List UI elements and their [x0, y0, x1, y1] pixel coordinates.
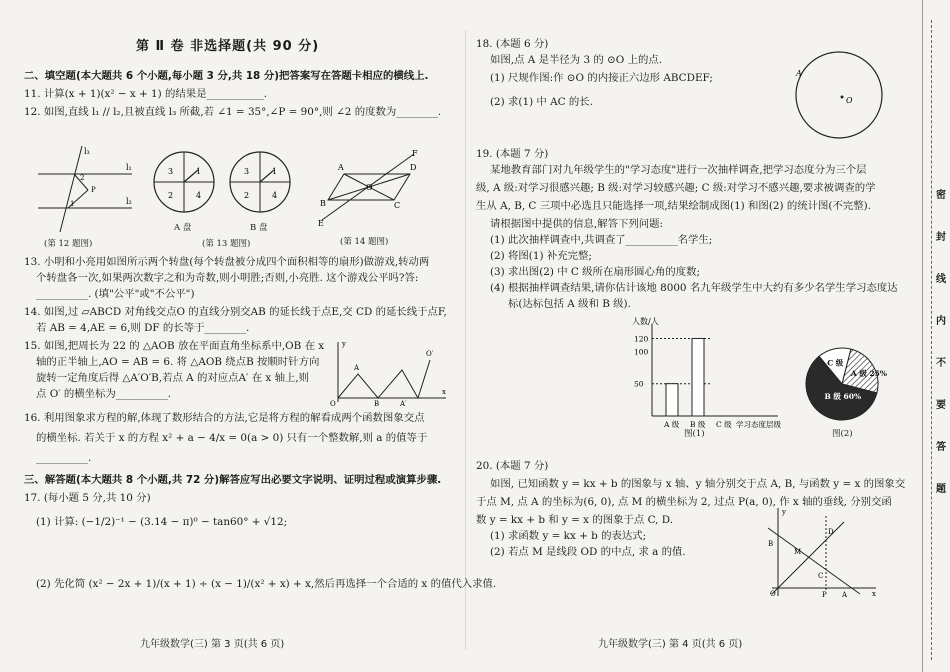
- svg-text:F: F: [412, 149, 418, 158]
- figure-15-coordinate: [330, 340, 450, 406]
- svg-text:D: D: [828, 528, 834, 536]
- bar-chart-figure-1: [618, 316, 788, 431]
- bar-x-tick-2: C 级: [716, 420, 732, 429]
- svg-text:O′: O′: [426, 350, 434, 358]
- svg-text:A′: A′: [400, 400, 407, 408]
- binding-char-4: 内: [933, 312, 949, 327]
- question-18-heading: 18. (本题 6 分): [476, 38, 549, 50]
- svg-text:A: A: [796, 69, 802, 78]
- question-19-line2: 级, A 级:对学习很感兴趣; B 级:对学习较感兴趣; C 级:对学习不感兴趣,要求被调查的学: [476, 182, 876, 194]
- svg-text:C: C: [818, 572, 824, 580]
- svg-text:M: M: [794, 548, 802, 556]
- bar-y-tick-2: 120: [634, 334, 649, 344]
- binding-char-1: 密: [933, 186, 949, 201]
- question-15-line1: 15. 如图,把周长为 22 的 △AOB 放在平面直角坐标系中,OB 在 x: [24, 340, 325, 352]
- svg-text:l₃: l₃: [84, 147, 90, 156]
- figure-12-caption: (第 12 题图): [44, 239, 93, 249]
- question-16-line3: __________.: [36, 452, 92, 464]
- question-18-line2: (1) 尺规作图:作 ⊙O 的内接正六边形 ABCDEF;: [490, 72, 713, 84]
- question-16-line1: 16. 利用图象求方程的解,体现了数形结合的方法,它是将方程的解看成两个函数图象交点: [24, 412, 425, 424]
- question-18-line3: (2) 求(1) 中 AC 的长.: [490, 96, 593, 108]
- svg-text:O: O: [846, 96, 853, 105]
- section2-heading: 二、填空题(本大题共 6 个小题,每小题 3 分,共 18 分)把答案写在答题卡相应的横线上.: [24, 70, 429, 82]
- svg-text:y: y: [782, 508, 786, 516]
- svg-text:B: B: [768, 540, 774, 548]
- pie-label-0: C 级: [827, 358, 844, 368]
- svg-text:l₁: l₁: [126, 163, 132, 172]
- bar-y-label: 人数/人: [632, 317, 659, 326]
- binding-char-6: 要: [933, 396, 949, 411]
- question-19-line9: 标(达标包括 A 级和 B 级).: [508, 298, 631, 310]
- question-13-line2: 个转盘各一次,如果两次数字之和为奇数,则小明胜;否则,小亮胜. 这个游戏公平吗?答:: [36, 272, 419, 284]
- svg-text:1: 1: [70, 200, 75, 208]
- question-17: 17. (每小题 5 分,共 10 分): [24, 492, 151, 504]
- figure-18-circle: [794, 50, 884, 140]
- section3-heading: 三、解答题(本大题共 8 个小题,共 72 分)解答应写出必要文字说明、证明过程或演算步骤.: [24, 474, 442, 486]
- question-19-line4: 请根据图中提供的信息,解答下列问题:: [490, 218, 664, 230]
- question-11: 11. 计算(x + 1)(x² − x + 1) 的结果是___________.: [24, 88, 268, 100]
- svg-text:B: B: [320, 199, 326, 208]
- page-divider: [465, 30, 466, 650]
- spinner-b-label: B 盘: [250, 223, 268, 233]
- question-20-line1: 如图, 已知函数 y = kx + b 的图象与 x 轴、y 轴分别交于点 A, B, 与函数 y = x 的图象交: [490, 478, 906, 490]
- svg-text:x: x: [442, 388, 446, 396]
- binding-char-3: 线: [933, 270, 949, 285]
- svg-text:P: P: [91, 186, 96, 194]
- binding-char-2: 封: [933, 228, 949, 243]
- svg-text:A: A: [354, 364, 360, 372]
- question-14-line2: 若 AB = 4,AE = 6,则 DF 的长等于________.: [36, 322, 250, 334]
- figure-12: [30, 144, 140, 234]
- bar-y-tick-0: 50: [634, 379, 644, 389]
- figure-13-spinners: [152, 150, 302, 220]
- binding-strip: [922, 0, 950, 672]
- svg-text:y: y: [342, 340, 346, 348]
- question-19-line6: (2) 将图(1) 补充完整;: [490, 250, 592, 262]
- svg-text:B: B: [374, 400, 380, 408]
- bar-0: [666, 384, 678, 416]
- question-20-line4: (1) 求函数 y = kx + b 的表达式;: [490, 530, 647, 542]
- figure-20-graph: [764, 506, 878, 598]
- svg-text:E: E: [318, 219, 324, 228]
- part2-title: 第 Ⅱ 卷 非选择题(共 90 分): [136, 39, 320, 54]
- question-20-line5: (2) 若点 M 是线段 OD 的中点, 求 a 的值.: [490, 546, 686, 558]
- question-18-line1: 如图,点 A 是半径为 3 的 ⊙O 上的点.: [490, 54, 663, 66]
- svg-text:A: A: [338, 163, 344, 172]
- question-13-line3: __________. (填"公平"或"不公平"): [36, 288, 195, 300]
- svg-text:O: O: [330, 400, 336, 408]
- svg-text:O: O: [366, 183, 373, 192]
- svg-text:2: 2: [244, 191, 250, 200]
- svg-text:O: O: [770, 590, 776, 598]
- svg-text:2: 2: [80, 174, 85, 182]
- bar-x-label: 学习态度层级: [736, 420, 781, 429]
- question-17-part1: (1) 计算: (−1/2)⁻¹ − (3.14 − π)⁰ − tan60° + √12;: [36, 516, 288, 528]
- question-14-line1: 14. 如图,过 ▱ABCD 对角线交点O 的直线分别交AB 的延长线于点E,交 CD 的延长线于点F,: [24, 306, 447, 318]
- question-20-line3: 数 y = kx + b 和 y = x 的图象于点 C, D.: [476, 514, 674, 526]
- question-20-heading: 20. (本题 7 分): [476, 460, 549, 472]
- figure-2-caption: 图(2): [832, 429, 853, 439]
- svg-text:1: 1: [272, 167, 278, 176]
- spinner-a-label: A 盘: [174, 223, 192, 233]
- svg-text:3: 3: [168, 167, 174, 176]
- figure-1-caption: 图(1): [684, 429, 705, 439]
- svg-text:x: x: [872, 590, 876, 598]
- figure-14-caption: (第 14 题图): [340, 237, 389, 247]
- svg-text:P: P: [822, 591, 827, 599]
- pie-label-1: A 级 25%: [850, 368, 888, 378]
- figure-14-parallelogram: [318, 150, 428, 230]
- binding-cut-line: [931, 20, 933, 660]
- binding-char-7: 答: [933, 438, 949, 453]
- question-19-line1: 某地教育部门对九年级学生的"学习态度"进行一次抽样调查,把学习态度分为三个层: [490, 164, 867, 176]
- binding-char-5: 不: [933, 354, 949, 369]
- svg-text:C: C: [394, 201, 401, 210]
- bar-x-tick-0: A 级: [664, 420, 680, 429]
- pie-chart-figure-2: [802, 344, 888, 424]
- question-19-line5: (1) 此次抽样调查中,共调查了__________名学生;: [490, 234, 713, 246]
- binding-char-8: 题: [933, 480, 949, 495]
- question-15-line3: 旋转一定角度后得 △A′O′B,若点 A 的对应点A′ 在 x 轴上,则: [36, 372, 310, 384]
- question-13-line1: 13. 小明和小亮用如图所示两个转盘(每个转盘被分成四个面积相等的扇形)做游戏,转动两: [24, 256, 430, 268]
- question-16-line2: 的横坐标. 若关于 x 的方程 x² + a − 4/x = 0(a > 0) 只有一个整数解,则 a 的值等于: [36, 432, 428, 444]
- svg-text:3: 3: [244, 167, 250, 176]
- bar-y-tick-1: 100: [634, 347, 649, 357]
- svg-text:4: 4: [196, 191, 202, 200]
- question-15-line2: 轴的正半轴上,AO = AB = 6. 将 △AOB 绕点B 按顺时针方向: [36, 356, 320, 368]
- bar-x-tick-1: B 级: [690, 420, 706, 429]
- bar-1: [692, 338, 704, 416]
- question-19-line8: (4) 根据抽样调查结果,请你估计该地 8000 名九年级学生中大约有多少名学生学习态度达: [490, 282, 898, 294]
- question-15-line4: 点 O′ 的横坐标为__________.: [36, 388, 172, 400]
- question-19-line3: 生从 A, B, C 三项中必选且只能选择一项,结果绘制成图(1) 和图(2) 的统计图(不完整).: [476, 200, 871, 212]
- svg-text:A: A: [842, 591, 848, 599]
- pie-label-2: B 级 60%: [824, 391, 862, 401]
- footer-page-4: 九年级数学(三) 第 4 页(共 6 页): [598, 639, 743, 650]
- footer-page-3: 九年级数学(三) 第 3 页(共 6 页): [140, 639, 285, 650]
- page-4: [468, 0, 920, 672]
- figure-13-caption: (第 13 题图): [202, 239, 251, 249]
- question-17-part2: (2) 先化简 (x² − 2x + 1)/(x + 1) ÷ (x − 1)/(x² + x) + x,然后再选择一个合适的 x 的值代入求值.: [36, 578, 497, 590]
- svg-text:1: 1: [196, 167, 202, 176]
- question-12: 12. 如图,直线 l₁ // l₂,且被直线 l₃ 所截,若 ∠1 = 35°,∠P = 90°,则 ∠2 的度数为________.: [24, 106, 442, 118]
- question-20-line2: 于点 M, 点 A 的坐标为(6, 0), 点 M 的横坐标为 2, 过点 P(a, 0), 作 x 轴的垂线, 分别交函: [476, 496, 892, 508]
- question-19-heading: 19. (本题 7 分): [476, 148, 549, 160]
- svg-text:l₂: l₂: [126, 197, 132, 206]
- svg-text:D: D: [410, 163, 417, 172]
- svg-text:2: 2: [168, 191, 174, 200]
- question-19-line7: (3) 求出图(2) 中 C 级所在扇形圆心角的度数;: [490, 266, 700, 278]
- svg-text:4: 4: [272, 191, 278, 200]
